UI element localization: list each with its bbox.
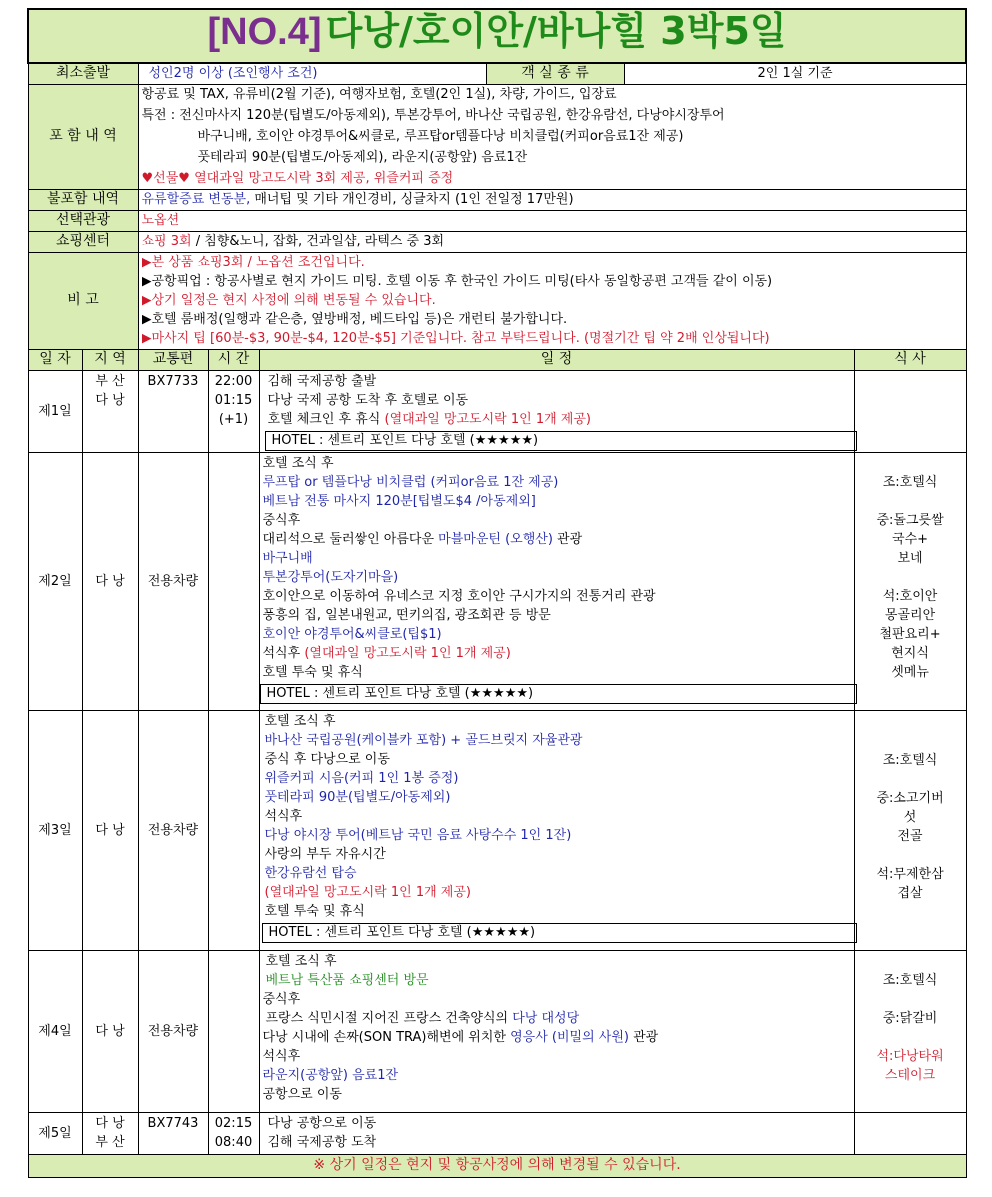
day-4-meal-breakfast: 조:호텔식 <box>882 972 938 988</box>
heart-icon: ♥ <box>141 170 154 186</box>
day-3-line-9: 한강유람선 탑승 <box>264 865 357 881</box>
day-3-meal-lunch-1: 중:소고기버 <box>876 790 944 806</box>
day-3-line-5: 풋테라피 90분(팁별도/아동제외) <box>264 789 451 805</box>
day-3-line-2: 바나산 국립공원(케이블카 포함) + 골드브릿지 자율관광 <box>264 732 583 748</box>
day-5-label: 제5일 <box>28 1112 82 1154</box>
day-4-label: 제4일 <box>28 950 82 1112</box>
day-2-meal-dinner-1: 석:호이안 <box>882 588 938 604</box>
day-3-row <box>28 710 966 950</box>
title-text: 다낭/호이안/바나힐 3박5일 <box>325 9 787 53</box>
day-3-line-7: 다낭 야시장 투어(베트남 국민 음료 사탕수수 1인 1잔) <box>264 827 572 843</box>
remark-3: ▶상기 일정은 현지 사정에 의해 변동될 수 있습니다. <box>141 292 436 308</box>
day-1-line-1: 김해 국제공항 출발 <box>267 373 377 389</box>
day-2-hotel: HOTEL : 센트리 포인트 다낭 호텔 (★★★★★) <box>260 684 857 704</box>
included-row <box>28 84 966 189</box>
day-4-line-2: 베트남 특산품 쇼핑센터 방문 <box>265 972 429 988</box>
excluded-row <box>28 189 966 210</box>
day-3-line-1: 호텔 조식 후 <box>264 713 336 729</box>
day-2-line-10: 호이안 야경투어&씨클로(팁$1) <box>262 626 442 642</box>
day-1-flight: BX7733 <box>138 370 208 452</box>
day-1-line-3b: (열대과일 망고도시락 1인 1개 제공) <box>384 411 591 427</box>
day-4-meal-lunch: 중:닭갈비 <box>882 1010 938 1026</box>
day-1-time-plus: (+1) <box>218 411 249 427</box>
day-3-region: 다 낭 <box>82 710 138 950</box>
shopping-highlight: 쇼핑 3회 <box>141 234 192 249</box>
min-departure-value: 성인2명 이상 (조인행사 조건) <box>138 63 486 84</box>
day-2-region: 다 낭 <box>82 452 138 710</box>
day-1-line-2: 다낭 국제 공항 도착 후 호텔로 이동 <box>267 392 469 408</box>
room-type-label: 객 실 종 류 <box>486 63 624 84</box>
day-3-meal-breakfast: 조:호텔식 <box>882 752 938 768</box>
remark-1: ▶본 상품 쇼핑3회 / 노옵션 조건입니다. <box>141 254 365 270</box>
day-2-line-5a: 대리석으로 둘러쌓인 아름다운 <box>262 531 439 547</box>
day-1-time-depart: 22:00 <box>214 373 253 389</box>
day-3-line-6: 석식후 <box>264 808 303 824</box>
day-5-region-from: 다 낭 <box>95 1116 125 1131</box>
day-4-line-5b: 영응사 (비밀의 사원) <box>510 1029 629 1045</box>
day-3-label: 제3일 <box>28 710 82 950</box>
day-3-line-11: 호텔 투숙 및 휴식 <box>264 903 365 919</box>
header-region: 지 역 <box>82 349 138 370</box>
remark-2: ▶공항픽업 : 항공사별로 현지 가이드 미팅. 호텔 이동 후 한국인 가이드 미팅(타사 동일항공편 고객들 같이 이동) <box>141 273 773 289</box>
day-2-line-5b: 마블마운틴 (오행산) <box>438 531 553 547</box>
min-departure-row <box>28 63 966 84</box>
day-2-line-5c: 관광 <box>552 531 583 547</box>
day-2-line-11a: 석식후 <box>262 645 305 661</box>
day-2-label: 제2일 <box>28 452 82 710</box>
header-transport: 교통편 <box>138 349 208 370</box>
excluded-rest: 매너팁 및 기타 개인경비, 싱글차지 (1인 전일정 17만원) <box>250 192 574 207</box>
day-4-row <box>28 950 966 1112</box>
included-line-2: 특전 : 전신마사지 120분(팁별도/아동제외), 투본강투어, 바나산 국립공원, 한강유람선, 다낭야시장투어 <box>141 107 725 123</box>
day-2-line-11b: (열대과일 망고도시락 1인 1개 제공) <box>304 645 511 661</box>
day-2-line-4: 중식후 <box>262 512 301 528</box>
day-3-line-3: 중식 후 다낭으로 이동 <box>264 751 390 767</box>
day-2-line-3: 베트남 전통 마사지 120분[팁별도$4 /아동제외] <box>262 493 536 509</box>
day-4-line-1: 호텔 조식 후 <box>265 953 337 969</box>
shopping-label: 쇼핑센터 <box>28 231 138 252</box>
footer-row <box>28 1154 966 1177</box>
day-4-line-8: 공항으로 이동 <box>262 1086 342 1102</box>
day-4-meal-dinner-1: 석:다낭타워 <box>876 1048 944 1064</box>
day-3-meal-lunch-2: 섯 <box>903 809 917 825</box>
optional-label: 선택관광 <box>28 210 138 231</box>
day-3-line-8: 사랑의 부두 자유시간 <box>264 846 386 862</box>
remarks-label: 비 고 <box>28 252 138 349</box>
excluded-highlight: 유류할증료 변동분, <box>141 192 251 207</box>
day-5-line-1: 다낭 공항으로 이동 <box>267 1116 377 1131</box>
included-line-3: 바구니배, 호이안 야경투어&씨클로, 루프탑or템플다낭 비치클럽(커피or음료1잔 제공) <box>197 128 684 144</box>
day-4-line-3: 중식후 <box>262 991 301 1007</box>
optional-value: 노옵션 <box>138 210 966 231</box>
day-2-meal-dinner-5: 셋메뉴 <box>891 664 929 680</box>
room-type-value: 2인 1실 기준 <box>624 63 966 84</box>
day-3-meal-dinner-2: 겹살 <box>897 885 923 901</box>
day-2-meal-lunch-3: 보네 <box>897 550 923 566</box>
day-2-line-8: 호이안으로 이동하여 유네스코 지정 호이안 구시가지의 전통거리 관광 <box>262 588 656 604</box>
day-2-meal-breakfast: 조:호텔식 <box>882 474 938 490</box>
day-3-meal-dinner-1: 석:무제한삼 <box>876 866 944 882</box>
day-2-line-12: 호텔 투숙 및 휴식 <box>262 664 363 680</box>
day-5-time-depart: 02:15 <box>214 1116 253 1131</box>
day-1-row <box>28 370 966 452</box>
itinerary-table <box>27 8 967 1178</box>
title-row <box>28 9 966 63</box>
included-label: 포 함 내 역 <box>28 84 138 189</box>
optional-row <box>28 210 966 231</box>
page-title <box>28 9 966 63</box>
gift-line <box>142 169 963 188</box>
title-number: [NO.4] <box>207 11 322 53</box>
day-2-row <box>28 452 966 710</box>
remark-5: ▶마사지 팁 [60분-$3, 90분-$4, 120분-$5] 기준입니다. 참고 부탁드립니다. (명절기간 팁 약 2배 인상됩니다) <box>141 330 770 346</box>
shopping-row <box>28 231 966 252</box>
day-1-label: 제1일 <box>28 370 82 452</box>
day-2-meal-lunch-2: 국수+ <box>892 531 929 547</box>
day-2-line-2: 루프탑 or 템플다낭 비치클럽 (커피or음료 1잔 제공) <box>262 474 559 490</box>
gift-label: 선물 <box>153 170 179 186</box>
included-line-1: 항공료 및 TAX, 유류비(2월 기준), 여행자보험, 호텔(2인 1실), 차량, 가이드, 입장료 <box>141 86 617 102</box>
day-2-line-6: 바구니배 <box>262 550 313 566</box>
header-day: 일 자 <box>28 349 82 370</box>
excluded-label: 불포함 내역 <box>28 189 138 210</box>
day-4-region: 다 낭 <box>82 950 138 1112</box>
min-departure-label: 최소출발 <box>28 63 138 84</box>
day-5-flight: BX7743 <box>138 1112 208 1154</box>
day-3-hotel: HOTEL : 센트리 포인트 다낭 호텔 (★★★★★) <box>262 923 857 943</box>
day-5-time-arrive: 08:40 <box>214 1135 253 1150</box>
schedule-header-row <box>28 349 966 370</box>
itinerary-sheet <box>27 8 965 1178</box>
header-meal: 식 사 <box>854 349 966 370</box>
day-1-hotel: HOTEL : 센트리 포인트 다낭 호텔 (★★★★★) <box>265 431 857 451</box>
day-3-line-10: (열대과일 망고도시락 1인 1개 제공) <box>264 884 471 900</box>
remarks-row <box>28 252 966 349</box>
day-2-line-9: 풍흥의 집, 일본내원교, 떤키의집, 광조회관 등 방문 <box>262 607 551 623</box>
remark-4: ▶호텔 룸배정(일행과 같은층, 옆방배정, 베드타입 등)은 개런티 불가합니다. <box>141 311 568 327</box>
day-4-meal-dinner-2: 스테이크 <box>884 1067 936 1083</box>
gift-text: 열대과일 망고도시락 3회 제공, 위즐커피 증정 <box>194 170 454 186</box>
day-2-meal-lunch-1: 중:돌그릇쌀 <box>876 512 944 528</box>
footer-note: ※ 상기 일정은 현지 및 항공사정에 의해 변경될 수 있습니다. <box>28 1154 966 1177</box>
day-2-meal-dinner-2: 몽골리안 <box>884 607 936 623</box>
day-3-line-4: 위즐커피 시음(커피 1인 1봉 증정) <box>264 770 459 786</box>
shopping-rest: / 침향&노니, 잡화, 건과일샵, 라텍스 중 3회 <box>191 234 445 249</box>
included-line-4: 풋테라피 90분(팁별도/아동제외), 라운지(공항앞) 음료1잔 <box>197 149 528 165</box>
day-4-line-5a: 다낭 시내에 손짜(SON TRA)해변에 위치한 <box>262 1029 511 1045</box>
day-4-line-4a: 프랑스 식민시절 지어진 프랑스 건축양식의 <box>265 1010 513 1026</box>
header-schedule: 일 정 <box>259 349 854 370</box>
day-5-region-to: 부 산 <box>95 1135 125 1150</box>
day-4-transport: 전용차량 <box>138 950 208 1112</box>
day-4-line-6: 석식후 <box>262 1048 301 1064</box>
day-5-row <box>28 1112 966 1154</box>
heart-icon: ♥ <box>178 170 190 186</box>
day-5-line-2: 김해 국제공항 도착 <box>267 1135 377 1150</box>
day-4-line-4b: 다낭 대성당 <box>512 1010 580 1026</box>
day-1-region-to: 다 낭 <box>95 392 125 408</box>
day-4-line-7: 라운지(공항앞) 음료1잔 <box>262 1067 399 1083</box>
day-2-meal-dinner-4: 현지식 <box>891 645 929 661</box>
day-2-transport: 전용차량 <box>138 452 208 710</box>
day-3-transport: 전용차량 <box>138 710 208 950</box>
day-2-line-7: 투본강투어(도자기마을) <box>262 569 399 585</box>
day-1-region-from: 부 산 <box>95 373 125 389</box>
day-2-meal-dinner-3: 철판요리+ <box>879 626 941 642</box>
day-1-line-3a: 호텔 체크인 후 휴식 <box>267 411 385 427</box>
day-4-line-5c: 관광 <box>628 1029 659 1045</box>
day-2-line-1: 호텔 조식 후 <box>262 455 334 471</box>
header-time: 시 간 <box>208 349 259 370</box>
day-3-meal-lunch-3: 전골 <box>897 828 923 844</box>
day-1-time-arrive: 01:15 <box>214 392 253 408</box>
